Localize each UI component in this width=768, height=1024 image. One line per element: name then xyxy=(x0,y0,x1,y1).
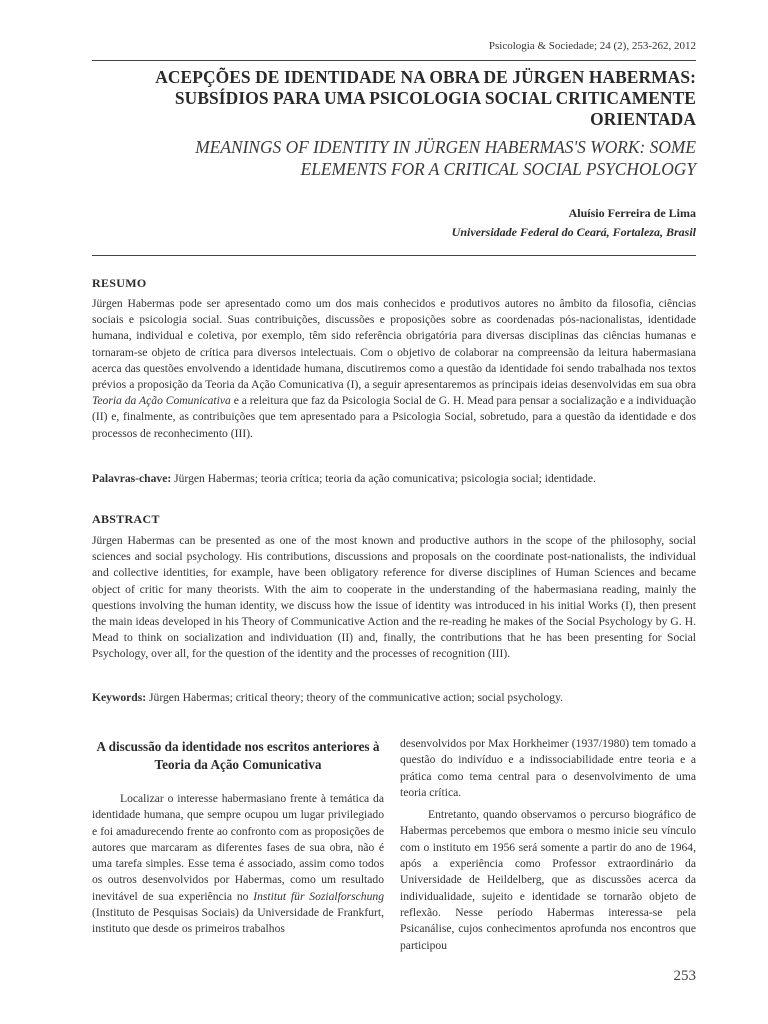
resumo-text-italic: Teoria da Ação Comunicativa xyxy=(92,394,231,408)
running-head: Psicologia & Sociedade; 24 (2), 253-262, 2012 xyxy=(488,40,696,52)
abstract-keywords xyxy=(92,690,696,706)
body-right-column xyxy=(400,736,696,954)
author-name: Aluísio Ferreira de Lima xyxy=(568,206,696,220)
body-left-column xyxy=(92,791,384,938)
resumo-keywords-label: Palavras-chave: xyxy=(92,472,172,485)
left-text-a: Localizar o interesse habermasiano frente à temática da identidade humana, que sempre ocupou um lugar privilegiado e foi amadurecendo frente ao confronto com as proposições de autores que marcaram as diferentes fases de sua obra, não é uma tarefa simples. Esse tema é associado, assim como todos os outros desenvolvidos por Habermas, como um resultado inevitável de sua experiência no xyxy=(92,792,384,903)
left-text-b: (Instituto de Pesquisas Sociais) da Universidade de Frankfurt, instituto que desde os primeiros trabalhos xyxy=(92,906,384,936)
title-portuguese xyxy=(92,67,696,130)
resumo-heading: RESUMO xyxy=(92,276,147,290)
title-en-line-2: ELEMENTS FOR A CRITICAL SOCIAL PSYCHOLOGY xyxy=(300,159,696,179)
resumo-keywords-list: Jürgen Habermas; teoria crítica; teoria da ação comunicativa; psicologia social; identidade. xyxy=(171,472,596,485)
left-text-italic: Institut für Sozialforschung xyxy=(253,889,384,903)
title-pt-line-3: ORIENTADA xyxy=(590,109,696,129)
abstract-keywords-list: Jürgen Habermas; critical theory; theory of the communicative action; social psychology. xyxy=(146,691,564,704)
resumo-text-a: Jürgen Habermas pode ser apresentado como um dos mais conhecidos e produtivos autores no âmbito da filosofia, ciências sociais e psicologia social. Suas contribuições, discussões e proposições sobre as coordenadas pós-nacionalistas, identidade humana, individual e coletiva, por exemplo, têm sido referência obrigatória para diversas disciplinas das ciências humanas e tornaram-se objeto de crítica para diversos intelectuais. Com o objetivo de colaborar na compreensão da leitura habermasiana acerca das questões envolvendo a identidade humana, discutiremos como a questão da identidade foi sendo trabalhada nos textos prévios a proposição da Teoria da Ação Comunicativa (I), a seguir apresentaremos as principais ideias desenvolvidas em sua obra xyxy=(92,297,696,392)
header-rule xyxy=(92,60,696,61)
right-paragraph-1: desenvolvidos por Max Horkheimer (1937/1980) tem tomado a questão do indivíduo e a indissociabilidade entre teoria e a prática como tema central para o desenvolvimento de uma teoria crítica. xyxy=(400,737,696,799)
abstract-heading: ABSTRACT xyxy=(92,512,160,526)
resumo-text xyxy=(92,296,696,442)
section-heading: A discussão da identidade nos escritos anteriores à Teoria da Ação Comunicativa xyxy=(96,739,380,772)
title-pt-line-2: SUBSÍDIOS PARA UMA PSICOLOGIA SOCIAL CRITICAMENTE xyxy=(174,88,696,108)
resumo-keywords xyxy=(92,471,696,487)
page-number: 253 xyxy=(673,968,696,984)
title-pt-line-1: ACEPÇÕES DE IDENTIDADE NA OBRA DE JÜRGEN HABERMAS: xyxy=(155,67,696,87)
abstract-rule xyxy=(92,255,696,256)
author-affiliation: Universidade Federal do Ceará, Fortaleza, Brasil xyxy=(451,225,696,239)
abstract-text: Jürgen Habermas can be presented as one of the most known and productive authors in the scope of the philosophy, social sciences and social psychology. His contributions, discussions and proposals on the coordinate post-nationalists, the individual and collective identities, for example, have been obligatory reference for diverse disciplines of Human Sciences and became object of critic for many theorists. With the aim to cooperate in the understanding of the habermasiana reading, mainly the questions involving the human identity, we discuss how the issue of identity was introduced in his initial Works (I), then present the main ideas developed in his Theory of Communicative Action and the re-reading he makes of the Social Psychology by G. H. Mead to think on socialization and individuation (II) and, finally, the contributions that he has been presenting for Social Psychology, over all, for the question of the identity and the processes of recognition (III). xyxy=(92,534,696,661)
resumo-text-b: e a releitura que faz da Psicologia Social de G. H. Mead para pensar a socialização e a individuação (II) e, finalmente, as contribuições que tem apresentado para a Psicologia Social, sobretudo, para a questão da identidade e dos processos de reconhecimento (III). xyxy=(92,394,696,440)
title-english xyxy=(92,136,696,180)
title-en-line-1: MEANINGS OF IDENTITY IN JÜRGEN HABERMAS'S WORK: SOME xyxy=(195,137,696,157)
right-paragraph-2: Entretanto, quando observamos o percurso biográfico de Habermas percebemos que embora o mesmo inicie seu vínculo com o instituto em 1956 será somente a partir do ano de 1964, após a experiência como Professor extraordinário da Universidade de Heildelberg, que as discussões acerca da individualidade, sujeito e identidade se tornarão objeto de reflexão. Nesse período Habermas interessa-se pela Psicanálise, cujos conhecimentos aprofunda nos encontros que participou xyxy=(400,808,696,952)
abstract-keywords-label: Keywords: xyxy=(92,691,147,704)
